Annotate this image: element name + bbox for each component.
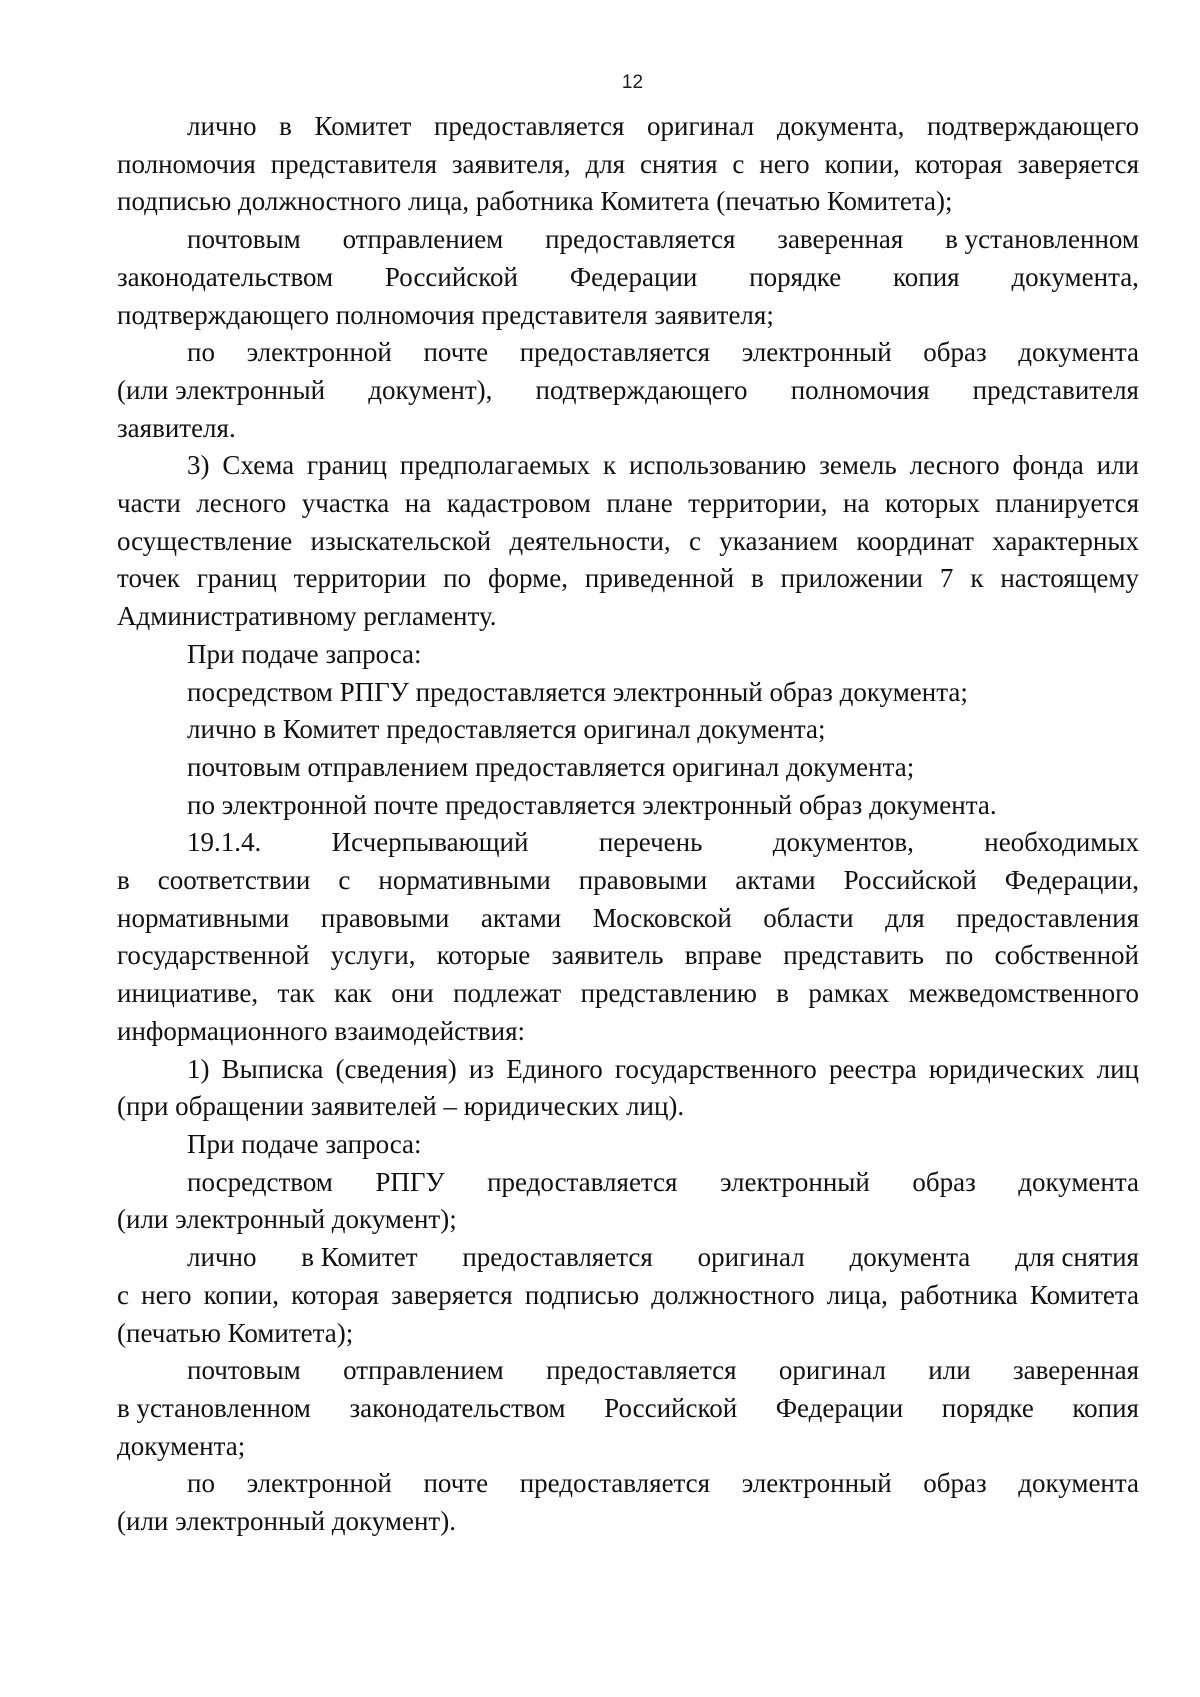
page-number: 12	[621, 72, 644, 93]
paragraph-item-3-boundary-scheme: 3) Схема границ предполагаемых к использованию земель лесного фонда или части лесного участка на кадастровом плане территории, на которых планируется осуществление изыскательской деятельности, с указанием координат характерных точек границ территории по форме, приведенной в приложении 7 к настоящему Административному регламенту.	[117, 450, 1139, 632]
paragraph-when-submitting: При подаче запроса:	[187, 638, 422, 669]
text-line: в установленном законодательством Российской Федерации порядке копия	[117, 1392, 1139, 1423]
text-line: почтовым отправлением предоставляется оригинал или заверенная	[187, 1355, 1139, 1386]
text-line: документа;	[117, 1430, 246, 1461]
text-line: (или электронный документ).	[117, 1506, 456, 1537]
paragraph-via-rpgu: посредством РПГУ предоставляется электронный образ документа;	[187, 676, 968, 707]
paragraph-email-electronic-document	[117, 1465, 1139, 1540]
text-line: (или электронный документ);	[117, 1204, 457, 1235]
text-line: законодательством Российской Федерации порядке копия документа,	[117, 261, 1139, 292]
text-line: 19.1.4. Исчерпывающий перечень документов, необходимых	[117, 824, 1139, 862]
text-line: по электронной почте предоставляется электронный образ документа	[187, 1468, 1139, 1499]
text-line: посредством РПГУ предоставляется электронный образ документа	[187, 1166, 1139, 1197]
paragraph-item-1-egrul-extract: 1) Выписка (сведения) из Единого государственного реестра юридических лиц (при обращении заявителей – юридических лиц).	[117, 1053, 1139, 1122]
text-line: подтверждающего полномочия представителя заявителя;	[117, 299, 774, 330]
paragraph-when-submitting: При подаче запроса:	[187, 1128, 422, 1159]
section-number: 19.1.4.	[187, 827, 262, 858]
paragraph-in-person-committee-representative: лично в Комитет предоставляется оригинал документа, подтверждающего полномочия представителя заявителя, для снятия с него копии, которая заверяется подписью должностного лица, работника Комитета (печатью Комитета);	[117, 111, 1139, 217]
paragraph-postal-certified-copy	[117, 221, 1139, 334]
text-line: заявителя.	[117, 412, 236, 443]
paragraph-by-post: почтовым отправлением предоставляется оригинал документа;	[187, 751, 915, 782]
paragraph-section-19-1-4	[117, 824, 1139, 1050]
paragraph-via-rpgu-electronic	[117, 1164, 1139, 1239]
text-line: (или электронный документ), подтверждающего полномочия представителя	[117, 374, 1139, 405]
text-line: по электронной почте предоставляется электронный образ документа	[187, 337, 1139, 368]
text-continuation: с него копии, которая заверяется подписью должностного лица, работника Комитета (печатью Комитета);	[117, 1279, 1139, 1348]
document-body	[117, 108, 1139, 1541]
paragraph-email-electronic-image	[117, 334, 1139, 447]
text-line: почтовым отправлением предоставляется заверенная в установленном	[187, 224, 1139, 255]
paragraph-in-person-original	[117, 1239, 1139, 1352]
text-line: лично в Комитет предоставляется оригинал документа для снятия	[187, 1242, 1139, 1273]
text-continuation: в соответствии с нормативными правовыми актами Российской Федерации, нормативными правовыми актами Московской области для предоставления государственной услуги, которые заявитель вправе представить по собственной инициативе, так как они подлежат представлению в рамках межведомственного информационного взаимодействия:	[117, 865, 1139, 1046]
paragraph-by-email: по электронной почте предоставляется электронный образ документа.	[187, 789, 997, 820]
paragraph-postal-original-or-copy	[117, 1352, 1139, 1465]
paragraph-in-person: лично в Комитет предоставляется оригинал документа;	[187, 714, 826, 745]
